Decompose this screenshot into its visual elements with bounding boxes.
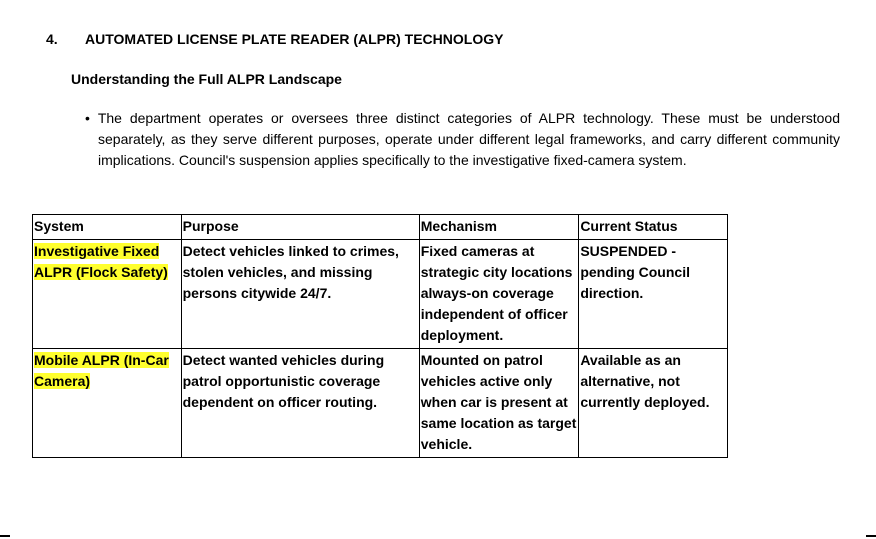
cell-purpose: Detect wanted vehicles during patrol opportunistic coverage dependent on officer routing.: [181, 349, 419, 458]
bullet-text: The department operates or oversees three distinct categories of ALPR technology. These must be understood separately, as they serve different purposes, operate under different legal frameworks, and carry different community implications. Council's suspension applies specifically to the investigative fixed-camera system.: [97, 110, 840, 168]
cell-status: Available as an alternative, not currently deployed.: [579, 349, 728, 458]
highlighted-system: Mobile ALPR (In-Car Camera): [34, 352, 169, 389]
subheading: Understanding the Full ALPR Landscape: [71, 71, 342, 87]
table-row: [33, 349, 728, 458]
cell-purpose: Detect vehicles linked to crimes, stolen vehicles, and missing persons citywide 24/7.: [181, 240, 419, 349]
cell-system: [33, 240, 182, 349]
cell-mechanism: Mounted on patrol vehicles active only when car is present at same location as target vehicle.: [419, 349, 579, 458]
section-title: AUTOMATED LICENSE PLATE READER (ALPR) TECHNOLOGY: [85, 31, 504, 47]
cell-mechanism: Fixed cameras at strategic city locations always-on coverage independent of officer deployment.: [419, 240, 579, 349]
bullet-item: [70, 108, 840, 171]
header-status: Current Status: [579, 215, 728, 240]
header-system: System: [33, 215, 182, 240]
cell-system: [33, 349, 182, 458]
table-header-row: [33, 215, 728, 240]
page-edge-mark-left: [0, 535, 10, 537]
cell-status: SUSPENDED - pending Council direction.: [579, 240, 728, 349]
section-number: 4.: [46, 31, 58, 47]
bullet-paragraph: [70, 108, 840, 171]
bullet-icon: •: [85, 110, 90, 126]
header-purpose: Purpose: [181, 215, 419, 240]
highlighted-system: Investigative Fixed ALPR (Flock Safety): [34, 243, 168, 280]
section-heading: [46, 31, 503, 47]
header-mechanism: Mechanism: [419, 215, 579, 240]
table-row: [33, 240, 728, 349]
page-edge-mark-right: [866, 535, 876, 537]
alpr-table: [32, 214, 728, 458]
